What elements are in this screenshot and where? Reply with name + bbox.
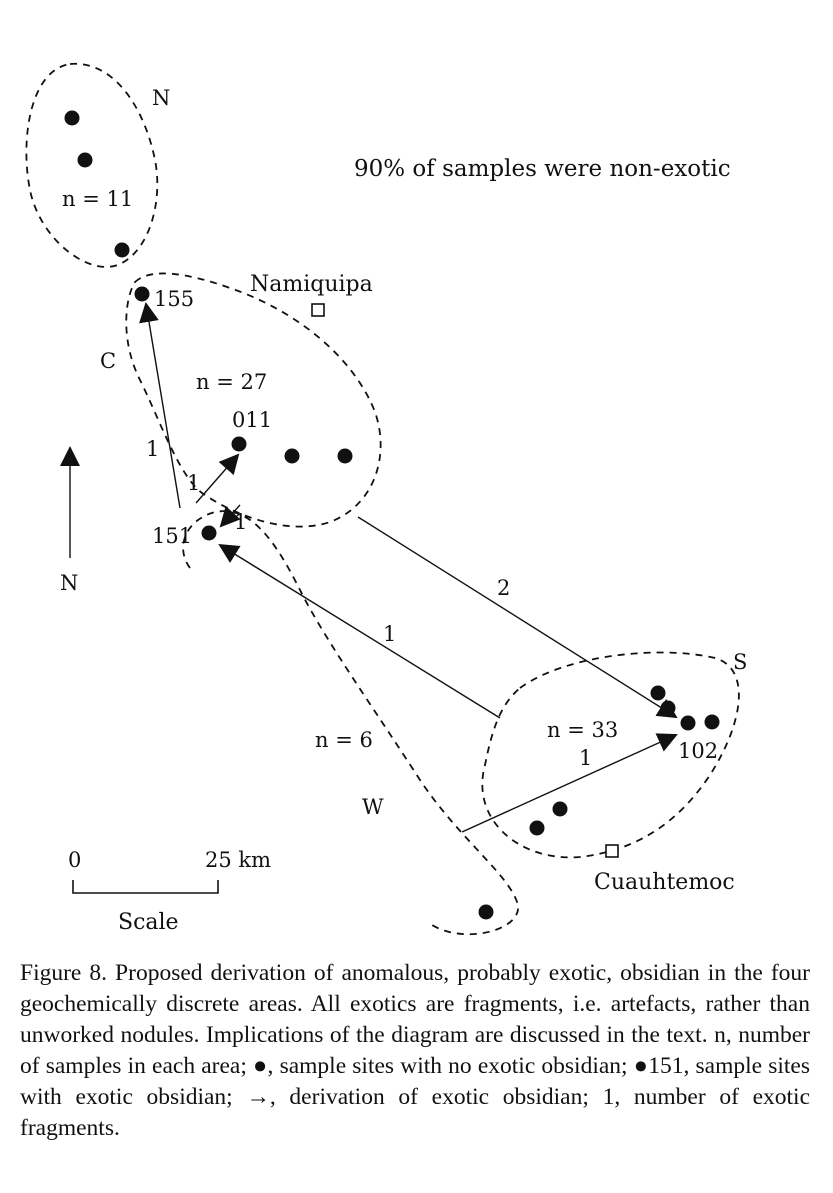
area-w-count: n = 6	[315, 728, 373, 752]
site-011-label: 011	[232, 408, 273, 432]
scale-start-label: 0	[68, 848, 82, 872]
sample-site-dot	[65, 111, 80, 126]
flow-count-151-from-s: 1	[383, 622, 397, 646]
north-arrow-label: N	[60, 571, 79, 595]
exotic-site-011-dot	[232, 437, 247, 452]
sample-site-dot	[479, 905, 494, 920]
scale-end-label: 25 km	[205, 848, 272, 872]
flow-count-155: 1	[146, 437, 160, 461]
flow-count-102-from-w: 1	[579, 746, 593, 770]
sample-site-dot	[338, 449, 353, 464]
site-155-label: 155	[154, 287, 195, 311]
area-n-count: n = 11	[62, 187, 134, 211]
flow-arrow-to-155	[146, 304, 180, 508]
area-c-boundary	[126, 273, 380, 526]
sample-site-dot	[530, 821, 545, 836]
flow-arrow-to-011	[196, 455, 238, 503]
flow-arrow-to-102-from-c	[358, 517, 676, 717]
cuauhtemoc-label: Cuauhtemoc	[594, 870, 735, 895]
exotic-site-102-dot	[681, 716, 696, 731]
area-s-letter: S	[733, 650, 748, 674]
sample-site-dot	[705, 715, 720, 730]
figure-caption: Figure 8. Proposed derivation of anomalous, probably exotic, obsidian in the four geochemically discrete areas. All exotics are fragments, i.e. artefacts, rather than unworked nodules. Implications of the diagram are discussed in the text. n, number of samples in each area; ●, sample sites with no exotic obsidian; ●151, sample sites with exotic obsidian; →, derivation of exotic obsidian; 1, number of exotic fragments.	[20, 960, 810, 1141]
flow-count-151-from-c: 1	[234, 510, 248, 534]
namiquipa-label: Namiquipa	[250, 272, 373, 297]
area-w-letter: W	[362, 795, 384, 819]
cuauhtemoc-town-marker	[606, 845, 618, 857]
exotic-site-155-dot	[135, 287, 150, 302]
sample-site-dot	[553, 802, 568, 817]
sample-site-dot	[78, 153, 93, 168]
site-151-label: 151	[152, 524, 193, 548]
flow-arrow-to-151-from-s	[220, 545, 500, 718]
namiquipa-town-marker	[312, 304, 324, 316]
area-n-boundary	[26, 64, 157, 267]
area-c-count: n = 27	[196, 370, 268, 394]
sample-site-dot	[651, 686, 666, 701]
flow-count-011: 1	[187, 471, 201, 495]
site-102-label: 102	[678, 739, 719, 763]
exotic-site-151-dot	[202, 526, 217, 541]
sample-site-dot	[115, 243, 130, 258]
area-n-letter: N	[152, 86, 171, 110]
scale-bar	[73, 880, 218, 893]
summary-note: 90% of samples were non-exotic	[354, 156, 731, 182]
flow-count-102-from-c: 2	[497, 576, 511, 600]
flow-arrow-to-102-from-w	[462, 735, 676, 832]
sample-site-dot	[285, 449, 300, 464]
area-s-count: n = 33	[547, 718, 619, 742]
scale-label: Scale	[118, 910, 179, 935]
area-c-letter: C	[100, 349, 117, 373]
